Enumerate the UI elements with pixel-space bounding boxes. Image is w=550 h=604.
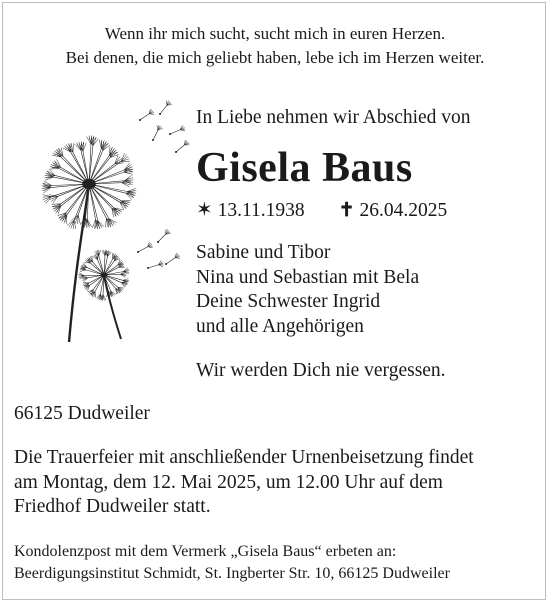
condolence-line-2: Beerdigungsinstitut Schmidt, St. Ingberter Str. 10, 66125 Dudweiler xyxy=(14,565,450,582)
farewell-line: Wir werden Dich nie vergessen. xyxy=(196,360,446,381)
ceremony-line-2: am Montag, dem 12. Mai 2025, um 12.00 Uhr auf dem xyxy=(14,471,443,493)
ceremony-details xyxy=(14,446,539,520)
location-line: 66125 Dudweiler xyxy=(14,403,150,424)
mourner-line: und alle Angehörigen xyxy=(196,315,364,337)
condolence-line-1: Kondolenzpost mit dem Vermerk „Gisela Baus“ erbeten an: xyxy=(14,543,397,560)
condolence-note xyxy=(14,541,542,585)
notice-main xyxy=(196,106,536,383)
motto-verse xyxy=(0,22,550,70)
mourner-line: Sabine und Tibor xyxy=(196,242,331,263)
motto-line-2: Bei denen, die mich geliebt haben, lebe ich im Herzen weiter. xyxy=(65,48,485,67)
deceased-name: Gisela Baus xyxy=(196,145,413,191)
mourner-line: Nina und Sebastian mit Bela xyxy=(196,266,420,288)
ceremony-line-3: Friedhof Dudweiler statt. xyxy=(14,496,211,517)
death-cross-icon: ✝ xyxy=(338,200,355,221)
mourner-line: Deine Schwester Ingrid xyxy=(196,291,381,312)
birth-date: 13.11.1938 xyxy=(217,200,305,221)
motto-line-1: Wenn ihr mich sucht, sucht mich in euren Herzen. xyxy=(104,24,446,43)
large-dandelion-seedhead xyxy=(42,135,137,229)
birth-star-icon: ✶ xyxy=(196,199,213,221)
death-date: 26.04.2025 xyxy=(359,200,448,221)
life-dates xyxy=(196,198,536,223)
flying-seeds xyxy=(137,100,189,269)
dandelion-icon xyxy=(20,92,190,352)
mourners-list xyxy=(196,241,536,339)
intro-text: In Liebe nehmen wir Abschied von xyxy=(196,107,471,128)
ceremony-line-1: Die Trauerfeier mit anschließender Urnenbeisetzung findet xyxy=(14,447,474,468)
